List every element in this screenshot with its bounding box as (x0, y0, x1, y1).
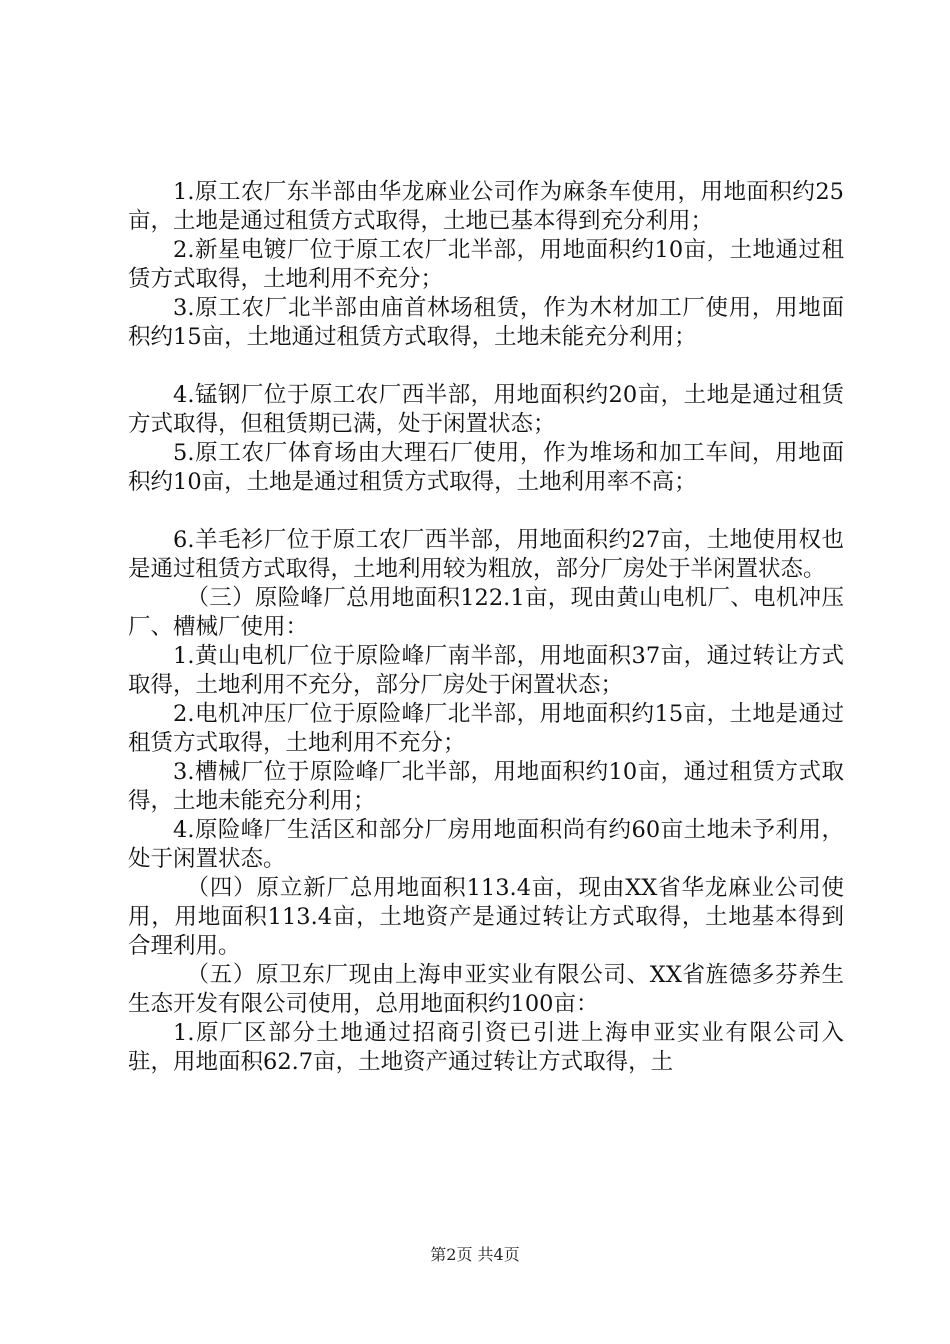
paragraph-8: 2.电机冲压厂位于原险峰厂北半部，用地面积约15亩，土地是通过租赁方式取得，土地利用不充分； (128, 701, 844, 756)
paragraph-7: 1.黄山电机厂位于原险峰厂南半部，用地面积37亩，通过转让方式取得，土地利用不充分，部分厂房处于闲置状态； (128, 643, 844, 698)
document-body (128, 178, 844, 1077)
paragraph-1: 1.原工农厂东半部由华龙麻业公司作为麻条车使用，用地面积约25亩，土地是通过租赁方式取得，土地已基本得到充分利用； (128, 179, 844, 234)
section-heading-5: （五）原卫东厂现由上海申亚实业有限公司、XX省旌德多芬养生生态开发有限公司使用，总用地面积约100亩： (128, 962, 844, 1017)
paragraph-4: 4.锰钢厂位于原工农厂西半部，用地面积约20亩，土地是通过租赁方式取得，但租赁期已满，处于闲置状态； (128, 382, 844, 437)
paragraph-10: 4.原险峰厂生活区和部分厂房用地面积尚有约60亩土地未予利用，处于闲置状态。 (128, 817, 844, 872)
paragraph-9: 3.槽械厂位于原险峰厂北半部，用地面积约10亩，通过租赁方式取得，土地未能充分利用； (128, 759, 844, 814)
paragraph-2: 2.新星电镀厂位于原工农厂北半部，用地面积约10亩，土地通过租赁方式取得，土地利用不充分； (128, 237, 844, 292)
paragraph-6: 6.羊毛衫厂位于原工农厂西半部，用地面积约27亩，土地使用权也是通过租赁方式取得，土地利用较为粗放，部分厂房处于半闲置状态。 (128, 527, 844, 582)
paragraph-11: 1.原厂区部分土地通过招商引资已引进上海申亚实业有限公司入驻，用地面积62.7亩，土地资产通过转让方式取得，土 (128, 1020, 844, 1075)
page-footer: 第2页 共4页 (430, 1245, 520, 1264)
paragraph-5: 5.原工农厂体育场由大理石厂使用，作为堆场和加工车间，用地面积约10亩，土地是通过租赁方式取得，土地利用率不高； (128, 440, 844, 495)
paragraph-3: 3.原工农厂北半部由庙首林场租赁，作为木材加工厂使用，用地面积约15亩，土地通过租赁方式取得，土地未能充分利用； (128, 295, 844, 350)
section-heading-4: （四）原立新厂总用地面积113.4亩，现由XX省华龙麻业公司使用，用地面积113.4亩，土地资产是通过转让方式取得，土地基本得到合理利用。 (128, 875, 844, 959)
section-heading-3: （三）原险峰厂总用地面积122.1亩，现由黄山电机厂、电机冲压厂、槽械厂使用： (128, 585, 844, 640)
